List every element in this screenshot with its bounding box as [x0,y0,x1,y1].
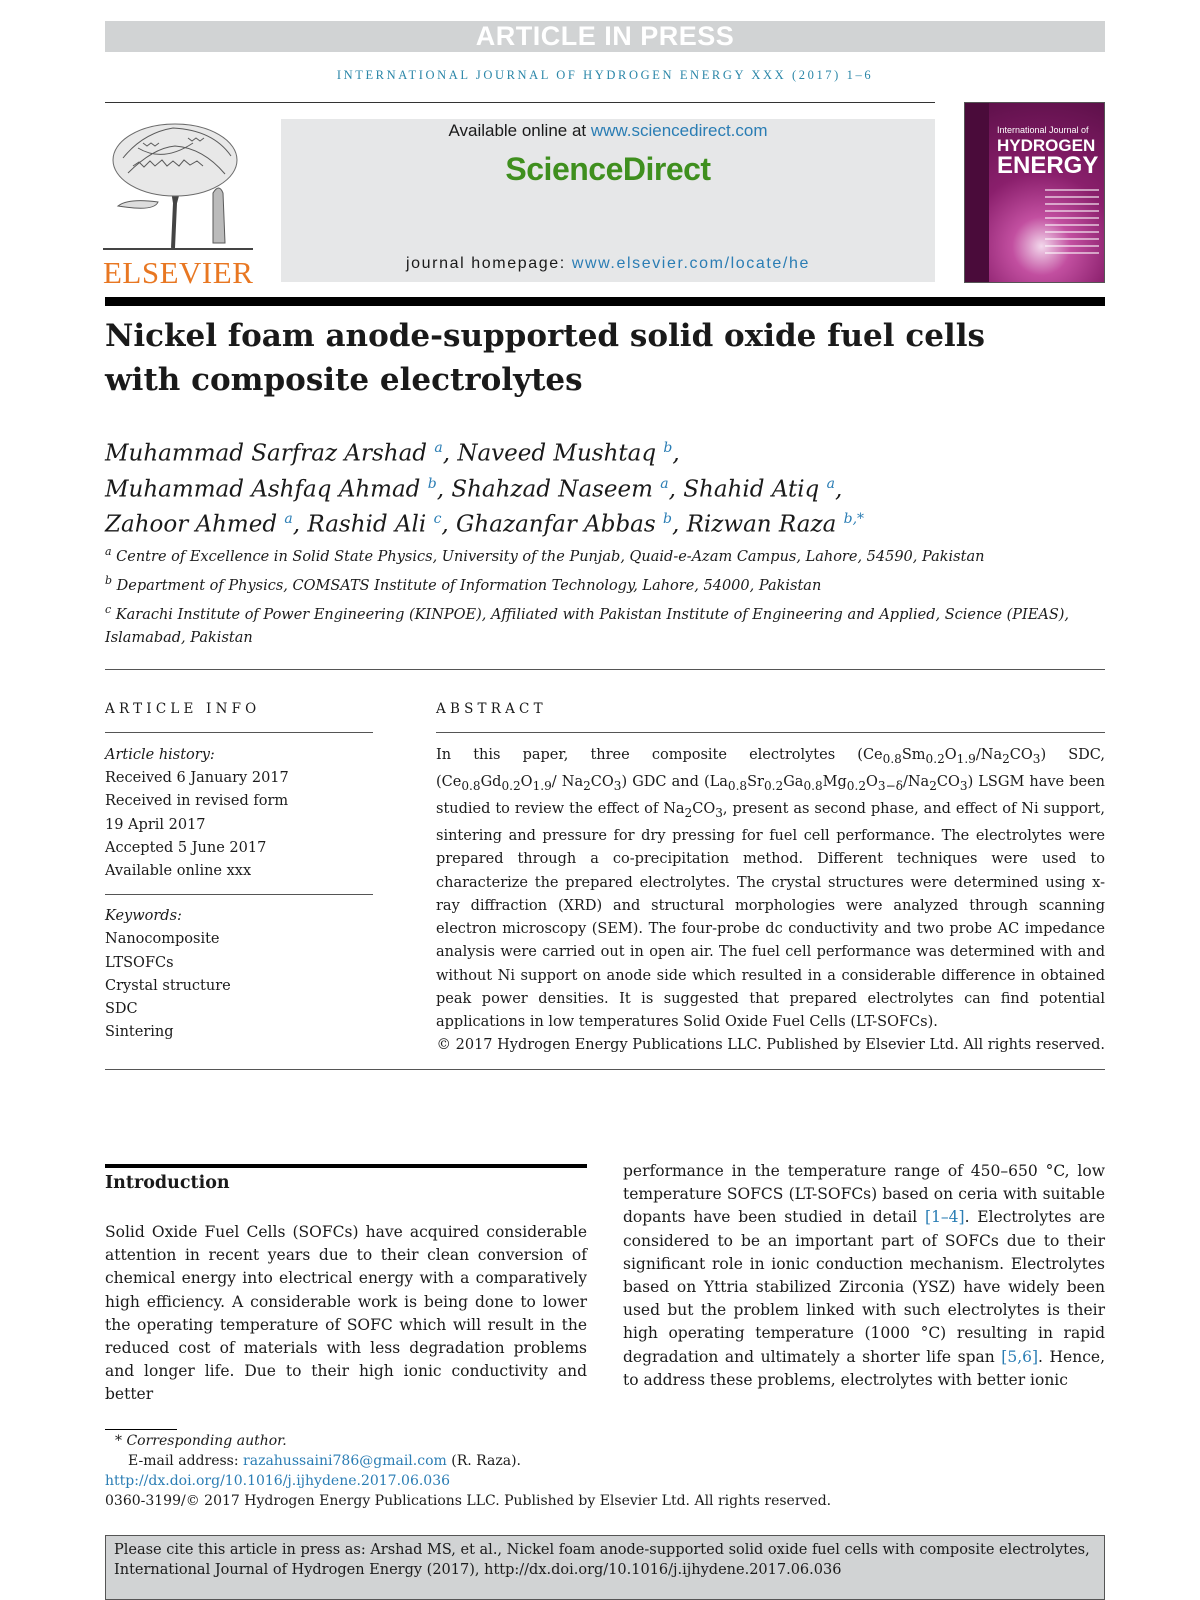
introduction-right-column: performance in the temperature range of 450–650 °C, low temperature SOFCS (LT-SOFCs) based on ceria with suitable dopants have been studied in detail [1–4]. Electrolytes are considered to be an important part of SOFCs due to their significant role in ionic conduction mechanism. Electrolytes based on Yttria stabilized Zirconia (YSZ) have widely been used but the problem linked with such electrolytes is their high operating temperature (1000 °C) resulting in rapid degradation and ultimately a shorter life span [5,6]. Hence, to address these problems, electrolytes with better ionic [623,1162,1105,1389]
introduction-heading: Introduction [105,1173,230,1193]
keywords-rule [105,894,373,895]
author-name[interactable]: Naveed Mushtaq [457,440,657,467]
article-info-rule [105,732,373,733]
reference-link[interactable]: [1–4] [925,1208,965,1227]
elsevier-tree-icon [103,118,253,253]
affiliation-marker[interactable]: a [660,475,669,492]
keyword-item: Sintering [105,1024,174,1041]
affiliation-marker[interactable]: b [663,511,672,528]
sciencedirect-banner [281,119,935,282]
author-name[interactable]: Rizwan Raza [686,511,837,538]
cover-title-energy: ENERGY [997,152,1099,179]
available-online-label: Available online at [448,121,591,140]
affiliation-marker[interactable]: b [427,475,437,492]
available-online-line [281,121,935,141]
author-name[interactable]: Muhammad Sarfraz Arshad [105,440,428,467]
journal-homepage-label: journal homepage: [406,255,572,272]
email-line: E-mail address: razahussaini786@gmail.com (R. Raza). [128,1453,521,1469]
history-label: Article history: [105,747,215,763]
elsevier-logo [103,118,253,288]
author-name[interactable]: Ghazanfar Abbas [456,511,656,538]
affiliation-item: $^a$ Centre of Excellence in Solid State Physics, University of the Punjab, Quaid-e-Azam Campus, Lahore, 54590, Pakistan [105,545,985,565]
affiliation-marker[interactable]: b [663,440,673,456]
history-item: Accepted 5 June 2017 [105,839,267,856]
affiliation-item: $^b$ Department of Physics, COMSATS Institute of Information Technology, Lahore, 54000, Pakistan [105,574,822,594]
journal-cover-image [964,102,1105,283]
article-info-heading: ARTICLE INFO [105,701,261,717]
section-divider [105,1069,1105,1070]
keyword-item: SDC [105,1001,138,1018]
author-name[interactable]: Shahid Atiq [683,476,820,503]
journal-homepage-line [281,255,935,273]
cover-title-hydrogen: HYDROGEN [997,136,1096,155]
corresponding-author-note: * Corresponding author. [115,1433,287,1449]
abstract-rule [436,732,1105,733]
introduction-left-column: Solid Oxide Fuel Cells (SOFCs) have acquired considerable attention in recent years due to their clean conversion of chemical energy into electrical energy with a comparatively high efficiency. A considerable work is being done to lower the operating temperature of SOFC which will result in the reduced cost of materials with less degradation problems and longer life. Due to their high ionic conductivity and better [105,1223,587,1404]
footnotes [105,1431,1105,1511]
author-name[interactable]: Muhammad Ashfaq Ahmad [105,476,421,503]
affiliation-list [105,540,1105,651]
history-item: Received 6 January 2017 [105,770,289,787]
keyword-item: Nanocomposite [105,931,220,948]
keyword-item: LTSOFCs [105,954,174,971]
keywords-label: Keywords: [105,908,182,925]
elsevier-wordmark: ELSEVIER [103,255,254,290]
issn-copyright: 0360-3199/© 2017 Hydrogen Energy Publications LLC. Published by Elsevier Ltd. All rights reserved. [105,1493,832,1509]
journal-running-header: INTERNATIONAL JOURNAL OF HYDROGEN ENERGY XXX (2017) 1–6 [336,68,874,82]
author-name[interactable]: Shahzad Naseem [451,476,653,503]
abstract-copyright: © 2017 Hydrogen Energy Publications LLC. Published by Elsevier Ltd. All rights reserved. [436,1037,1105,1054]
abstract-paragraph: In this paper, three composite electrolytes $(Ce_{0.8}Sm_{0.2}O_{1.9}/Na_2CO_3)$ SDC, ($Ce_{0.8}Gd_{0.2}O_{1.9}/$ $Na_2CO_3$) GDC and $(La_{0.8}Sr_{0.2}Ga_{0.8}Mg_{0.2}O_{3-\delta}/Na_2CO_3)$ LSGM have been studied to review the effect of $Na_2CO_3$, present as second phase, and effect of Ni support, sintering and pressure for dry pressing for fuel cell performance. The electrolytes were prepared through a co-precipitation method. Different techniques were used to characterize the prepared electrolytes. The crystal structures were determined using x-ray diffraction (XRD) and structural morphologies were analyzed through scanning electron microscopy (SEM). The four-probe dc conductivity and two probe AC impedance analysis were carried out in open air. The fuel cell performance was determined with and without Ni support on anode side which resulted in a considerable difference in obtained peak power densities. It is suggested that prepared electrolytes can find potential applications in low temperatures Solid Oxide Fuel Cells (LT-SOFCs). [436,747,1106,1030]
cover-editor-list [1045,189,1099,259]
affiliation-marker[interactable]: a [284,511,293,528]
affiliation-marker[interactable]: a [434,440,443,456]
cover-subtitle: International Journal of [997,125,1089,135]
author-name[interactable]: Zahoor Ahmed [105,511,278,538]
history-item: Received in revised form [105,793,289,810]
cover-spine [965,103,989,283]
title-rule [105,297,1105,306]
history-item: Available online xxx [105,863,252,880]
article-title: Nickel foam anode-supported solid oxide fuel cells with composite electrolytes [105,318,985,398]
section-divider [105,669,1105,670]
keyword-item: Crystal structure [105,977,231,994]
reference-link[interactable]: [5,6] [1001,1347,1039,1366]
author-name[interactable]: Rashid Ali [307,511,427,538]
affiliation-marker[interactable]: a [826,475,835,492]
author-list: Muhammad Sarfraz Arshad $^a$, Naveed Mushtaq $^b$, Muhammad Ashfaq Ahmad $^b$, Shahzad Naseem $^a$, Shahid Atiq $^a$, Zahoor Ahmed $^a$, Rashid Ali $^c$, Ghazanfar Abbas $^b$, Rizwan Raza $^{b,*}$ [105,440,865,538]
affiliation-marker[interactable]: c [433,511,442,528]
citation-box: Please cite this article in press as: Arshad MS, et al., Nickel foam anode-supported solid oxide fuel cells with composite electrolytes, International Journal of Hydrogen Energy (2017), http://dx.doi.org/10.1016/j.ijhydene.2017.06.036 [105,1535,1105,1600]
header-rule [105,102,935,103]
history-item: 19 April 2017 [105,816,206,833]
sciencedirect-link[interactable]: www.sciencedirect.com [590,121,768,140]
article-in-press-banner: ARTICLE IN PRESS [105,21,1105,52]
journal-homepage-link[interactable]: www.elsevier.com/locate/he [571,255,810,272]
doi-link[interactable]: http://dx.doi.org/10.1016/j.ijhydene.2017.06.036 [105,1473,451,1489]
introduction-rule [105,1164,587,1168]
abstract-heading: ABSTRACT [436,701,547,717]
footnote-rule [105,1429,177,1430]
affiliation-marker[interactable]: b,* [843,511,865,528]
article-info [105,744,373,1044]
abstract-text [436,744,1105,1057]
sciencedirect-logo: ScienceDirect [505,151,711,187]
affiliation-item: $^c$ Karachi Institute of Power Engineering (KINPOE), Affiliated with Pakistan Institute of Engineering and Applied, Science (PIEAS), Islamabad, Pakistan [105,603,1070,647]
email-link[interactable]: razahussaini786@gmail.com [243,1453,447,1469]
